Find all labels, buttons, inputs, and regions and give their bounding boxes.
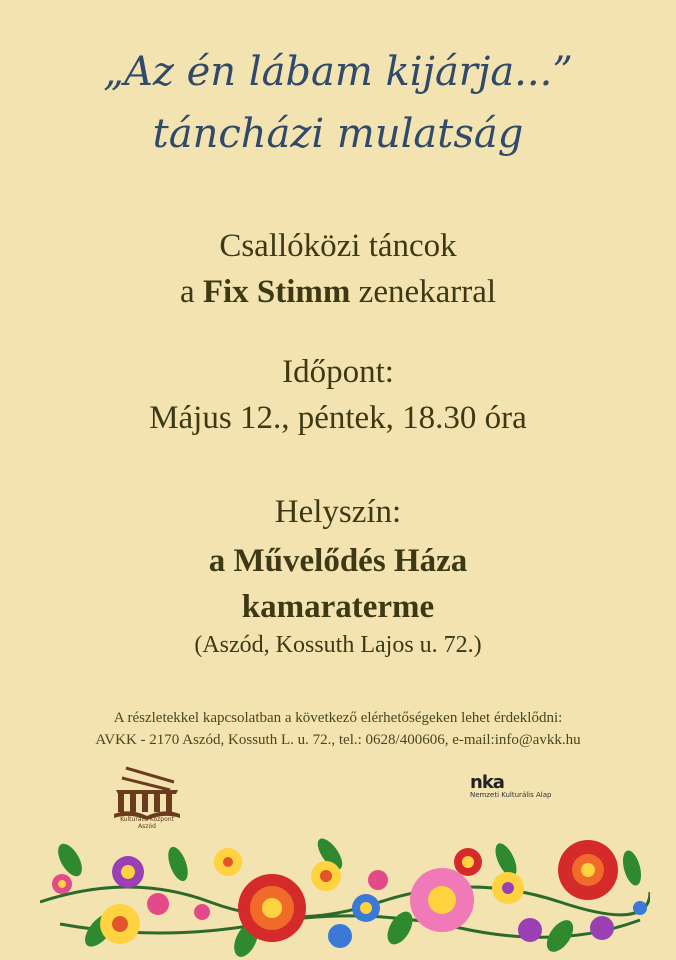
venue-name-line1-text: a Művelődés Háza (208, 543, 468, 579)
program-line1: Csallóközi táncok (219, 228, 457, 264)
contact-line2: AVKK - 2170 Aszód, Kossuth L. u. 72., tel.: 0628/400606, e-mail:info@avkk.hu (95, 732, 581, 748)
nka-text: Nemzeti Kulturális Alap (470, 791, 552, 799)
time-value: Május 12., péntek, 18.30 óra (149, 400, 527, 436)
contact-line1: A részletekkel kapcsolatban a következő elérhetőségeken lehet érdeklődni: (113, 710, 563, 726)
time-label: Időpont: (282, 354, 394, 390)
venue-label: Helyszín: (274, 494, 402, 530)
band-name: Fix Stimm (202, 274, 351, 310)
venue-name-line2-text: kamaraterme (241, 589, 435, 625)
embroidery-flower-border (40, 832, 650, 960)
program-line2-prefix: a (179, 274, 203, 310)
venue-name-line2 (0, 591, 676, 624)
poster-title-line1: „Az én lábam kijárja...” (103, 49, 573, 95)
cultural-center-logo-text: Kulturális Központ Aszód (120, 816, 174, 830)
nka-logo (470, 772, 551, 799)
program-line2-suffix: zenekarral (350, 274, 497, 310)
poster-title-line2: táncházi mulatság (152, 111, 524, 157)
program-line2 (0, 276, 676, 309)
venue-name-line1 (0, 545, 676, 578)
nka-mark: nka (470, 772, 504, 793)
venue-address: (Aszód, Kossuth Lajos u. 72.) (194, 632, 482, 658)
